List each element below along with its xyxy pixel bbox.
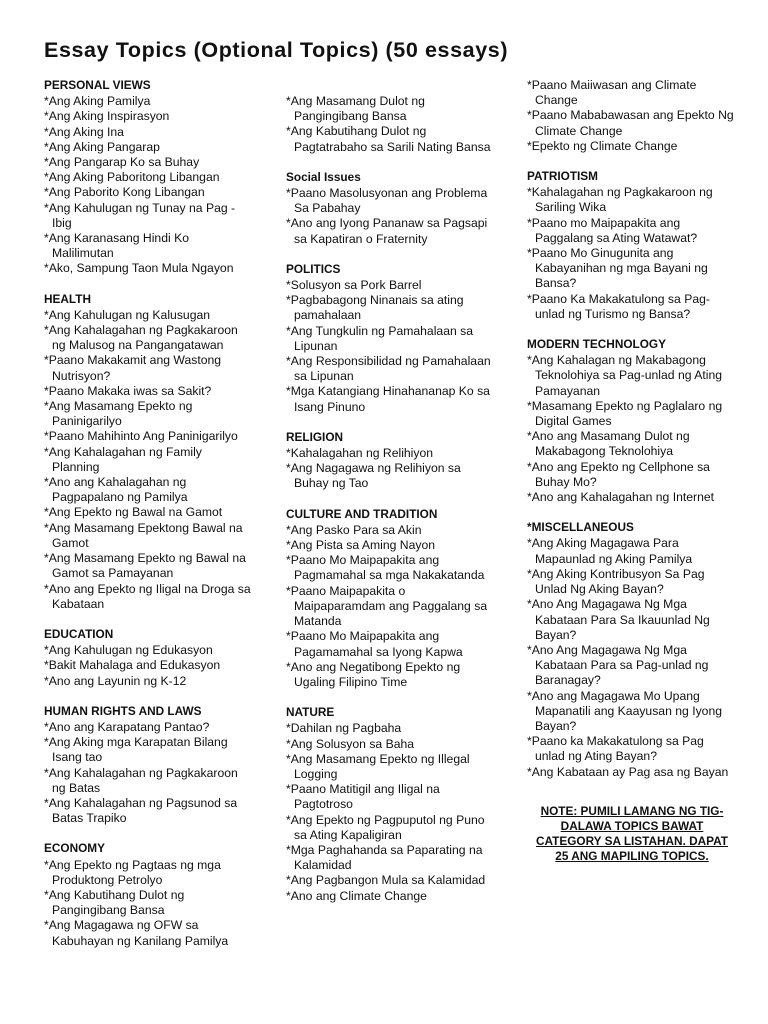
column-2 <box>286 94 492 919</box>
essay-topic: *Masamang Epekto ng Paglalaro ng Digital Games <box>527 398 723 429</box>
essay-topic: *Kahalagahan ng Pagkakaroon ng Sariling Wika <box>527 185 713 215</box>
essay-topic: *Ang Paborito Kong Libangan <box>44 185 205 200</box>
topic-section <box>527 169 737 322</box>
essay-topic: *Ang Kabutihang Dulot ng Pagtatrabaho sa Sarili Nating Bansa <box>286 124 491 154</box>
section-heading: ECONOMY <box>44 841 105 856</box>
essay-topic: *Bakit Mahalaga and Edukasyon <box>44 658 221 673</box>
essay-topic: *Ang Aking Ina <box>44 124 124 139</box>
section-heading: *MISCELLANEOUS <box>527 520 634 535</box>
essay-topic: *Paano Maipapakita o Maipaparamdam ang Paggalang sa Matanda <box>286 583 488 629</box>
essay-topic: *Ang Kahalagan ng Makabagong Teknolohiya sa Pag-unlad ng Ating Pamayanan <box>527 353 723 398</box>
essay-topic: *Ang Kabataan ay Pag asa ng Bayan <box>527 764 729 779</box>
essay-topic: *Ano ang Kahalagahan ng Internet <box>527 490 715 505</box>
essay-topic: *Ang Tungkulin ng Pamahalaan sa Lipunan <box>286 323 474 353</box>
essay-topic: *Paano Makaka iwas sa Sakit? <box>44 383 212 398</box>
essay-topic: *Ano ang Epekto ng Cellphone sa Buhay Mo? <box>527 459 710 489</box>
essay-topic: *Ano ang Masamang Dulot ng Makabagong Teknolohiya <box>527 429 690 459</box>
note-text: NOTE: PUMILI LAMANG NG TIG-DALAWA TOPICS BAWAT CATEGORY SA LISTAHAN. DAPAT 25 ANG MAPILING TOPICS. <box>535 803 729 863</box>
essay-topic: *Ang Epekto ng Pagtaas ng mga Produktong Petrolyo <box>44 857 221 887</box>
essay-topic: *Ano Ang Magagawa Ng Mga Kabataan Para Sa Ikauunlad Ng Bayan? <box>527 597 710 642</box>
topic-section <box>286 170 492 247</box>
essay-topic: *Ano ang Epekto ng Iligal na Droga sa Kabataan <box>44 581 251 611</box>
essay-topic: *Ang Kahalagahan ng Family Planning <box>44 444 202 474</box>
essay-topic: *Ang Pangarap Ko sa Buhay <box>44 155 200 170</box>
column-3 <box>527 78 737 864</box>
essay-topic: *Ang Solusyon sa Baha <box>286 736 415 751</box>
section-heading: MODERN TECHNOLOGY <box>527 337 666 352</box>
essay-topic: *Ang Aking Pangarap <box>44 139 160 154</box>
essay-topic: *Ang Magagawa ng OFW sa Kabuhayan ng Kanilang Pamilya <box>44 918 229 948</box>
essay-topic: *Ano ang Karapatang Pantao? <box>44 719 210 734</box>
section-heading: HEALTH <box>44 291 91 306</box>
essay-topic: *Ang Masamang Dulot ng Pangingibang Bansa <box>286 94 425 124</box>
section-heading: POLITICS <box>286 261 341 276</box>
essay-topic: *Ang Nagagawa ng Relihiyon sa Buhay ng Tao <box>286 461 461 491</box>
essay-topic: *Paano Maiiwasan ang Climate Change <box>527 78 697 108</box>
essay-topic: *Paano Ka Makakatulong sa Pag-unlad ng Turismo ng Bansa? <box>527 291 710 321</box>
essay-topic: *Ang Epekto ng Bawal na Gamot <box>44 505 223 520</box>
topic-section <box>44 292 252 612</box>
essay-topic: *Ang Aking Paboritong Libangan <box>44 170 220 185</box>
essay-topic: *Epekto ng Climate Change <box>527 138 678 153</box>
essay-topic: *Paano Mahihinto Ang Paninigarilyo <box>44 429 238 444</box>
essay-topic: *Ang Karanasang Hindi Ko Malilimutan <box>44 231 189 261</box>
essay-topic: *Ano ang Negatibong Epekto ng Ugaling Filipino Time <box>286 659 461 689</box>
section-heading: RELIGION <box>286 429 344 444</box>
essay-topic: *Ang Masamang Epektong Bawal na Gamot <box>44 520 243 550</box>
section-heading: Social Issues <box>286 169 361 184</box>
essay-topic: *Ang Kahulugan ng Tunay na Pag -Ibig <box>44 200 236 230</box>
essay-topic: *Ang Responsibilidad ng Pamahalaan sa Lipunan <box>286 354 491 384</box>
essay-topic: *Paano Mababawasan ang Epekto Ng Climate Change <box>527 108 734 138</box>
essay-topic: *Solusyon sa Pork Barrel <box>286 278 422 293</box>
essay-topic: *Ang Kahalagahan ng Pagkakaroon ng Malusog na Pangangatawan <box>44 323 238 353</box>
essay-topic: *Ako, Sampung Taon Mula Ngayon <box>44 261 234 276</box>
essay-topic: *Ano ang Kahalagahan ng Pagpapalano ng Pamilya <box>44 475 188 505</box>
essay-topic: *Ano ang Layunin ng K-12 <box>44 673 187 688</box>
essay-topic: *Ang Masamang Epekto ng Illegal Logging <box>286 751 470 781</box>
essay-topic: *Ang Pagbangon Mula sa Kalamidad <box>286 873 486 888</box>
essay-topic: *Ang Kahalagahan ng Pagkakaroon ng Batas <box>44 765 238 795</box>
topic-section <box>44 841 252 948</box>
section-heading: PATRIOTISM <box>527 169 598 184</box>
essay-topic: *Ang Masamang Epekto ng Paninigarilyo <box>44 399 193 429</box>
essay-topic: *Ang Aking mga Karapatan Bilang Isang tao <box>44 735 228 765</box>
essay-topic: *Mga Katangiang Hinahananap Ko sa Isang Pinuno <box>286 384 490 414</box>
topic-section <box>527 520 737 779</box>
essay-topic: *Ang Aking Kontribusyon Sa Pag Unlad Ng Aking Bayan? <box>527 566 705 597</box>
essay-topic: *Ang Aking Magagawa Para Mapaunlad ng Aking Pamilya <box>527 536 693 566</box>
essay-topic: *Pagbabagong Ninanais sa ating pamahalaan <box>286 293 464 323</box>
essay-topic: *Paano Makakamit ang Wastong Nutrisyon? <box>44 353 222 383</box>
essay-topic: *Ang Pasko Para sa Akin <box>286 522 422 537</box>
page-title: Essay Topics (Optional Topics) (50 essays) <box>44 38 509 62</box>
topic-section <box>286 705 492 904</box>
essay-topic: *Ang Masamang Epekto ng Bawal na Gamot sa Pamayanan <box>44 551 246 581</box>
section-heading: HUMAN RIGHTS AND LAWS <box>44 703 202 718</box>
essay-topic: *Paano Mo Maipapakita ang Pagamamahal sa Iyong Kapwa <box>286 629 463 659</box>
essay-topic: *Ano ang Magagawa Mo Upang Mapanatili ang Kaayusan ng Iyong Bayan? <box>527 688 723 733</box>
essay-topic: *Kahalagahan ng Relihiyon <box>286 446 434 461</box>
essay-topic: *Ano ang Iyong Pananaw sa Pagsapi sa Kapatiran o Fraternity <box>286 216 488 246</box>
topic-section <box>527 337 737 505</box>
topic-section <box>44 627 252 689</box>
essay-topic: *Ang Aking Pamilya <box>44 94 151 109</box>
essay-topic: *Paano Matitigil ang Iligal na Pagtotroso <box>286 782 440 812</box>
essay-topic: *Ano ang Climate Change <box>286 888 427 903</box>
essay-topic: *Ang Aking Inspirasyon <box>44 109 170 124</box>
essay-topic: *Dahilan ng Pagbaha <box>286 721 402 736</box>
topic-section <box>286 262 492 415</box>
topic-section <box>286 94 492 155</box>
section-heading: EDUCATION <box>44 626 114 641</box>
essay-topic: *Ang Epekto ng Pagpuputol ng Puno sa Ating Kapaligiran <box>286 812 485 842</box>
column-1 <box>44 78 252 964</box>
section-heading: CULTURE AND TRADITION <box>286 506 438 521</box>
essay-topic: *Ang Kahalagahan ng Pagsunod sa Batas Trapiko <box>44 795 238 826</box>
topic-section <box>44 704 252 827</box>
essay-topic: *Ano Ang Magagawa Ng Mga Kabataan Para sa Pag-unlad ng Baranagay? <box>527 642 709 688</box>
essay-topic: *Paano ka Makakatulong sa Pag unlad ng Ating Bayan? <box>527 734 704 764</box>
topic-section <box>286 430 492 492</box>
topic-section <box>44 78 252 277</box>
essay-topic: *Ang Pista sa Aming Nayon <box>286 538 436 553</box>
essay-topic: *Ang Kahulugan ng Edukasyon <box>44 643 213 658</box>
essay-topic: *Paano Masolusyonan ang Problema Sa Pabahay <box>286 186 488 216</box>
topic-section <box>286 507 492 690</box>
section-heading: NATURE <box>286 705 335 720</box>
essay-topic: *Paano Mo Ginugunita ang Kabayanihan ng mga Bayani ng Bansa? <box>527 246 708 291</box>
essay-topic: *Mga Paghahanda sa Paparating na Kalamidad <box>286 842 483 873</box>
essay-topic: *Ang Kabutihang Dulot ng Pangingibang Bansa <box>44 887 185 918</box>
essay-topic: *Paano Mo Maipapakita ang Pagmamahal sa mga Nakakatanda <box>286 553 485 583</box>
section-heading: PERSONAL VIEWS <box>44 78 151 92</box>
topic-section <box>527 78 737 154</box>
essay-topic: *Ang Kahulugan ng Kalusugan <box>44 307 211 322</box>
essay-topic: *Paano mo Maipapakita ang Paggalang sa Ating Watawat? <box>527 215 698 245</box>
